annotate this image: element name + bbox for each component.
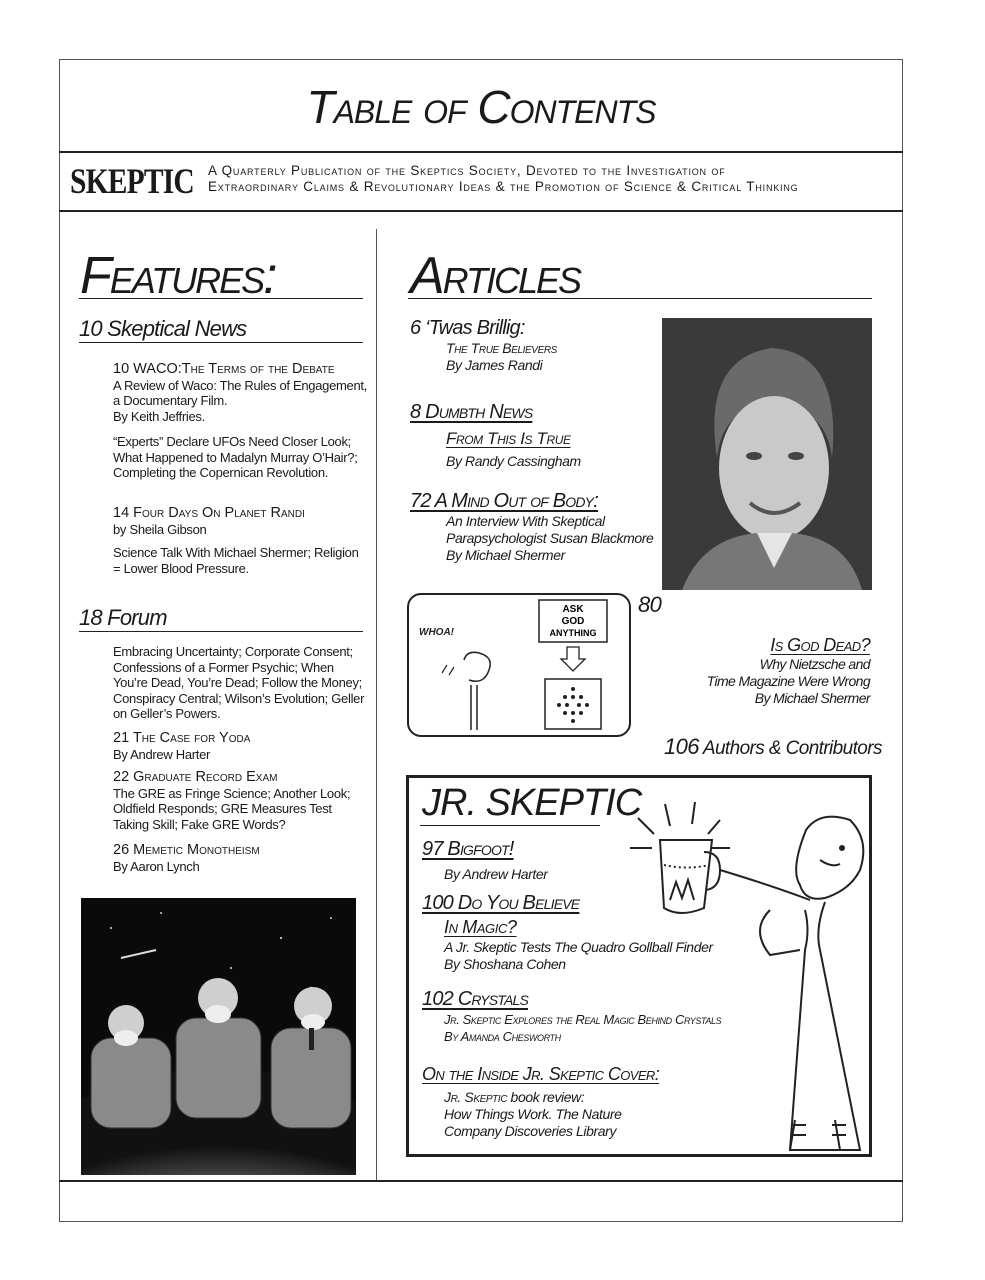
b4-line2: How Things Work. The Nature xyxy=(444,1106,622,1122)
a1-title: 6 ‘Twas Brillig: xyxy=(410,317,525,339)
authors-label: Authors & Contributors xyxy=(702,738,882,759)
b2-title1: 100 Do You Believe xyxy=(422,892,580,914)
yoda-title: 21 The Case for Yoda xyxy=(113,730,251,746)
a1-sub: The True Believers xyxy=(446,340,557,356)
page-title: Table of Contents xyxy=(306,81,656,133)
b1-byline: By Andrew Harter xyxy=(444,866,548,882)
b2-sub: A Jr. Skeptic Tests The Quadro Gollball Finder xyxy=(444,939,713,955)
gre-title: 22 Graduate Record Exam xyxy=(113,769,278,785)
randi-entry[interactable] xyxy=(113,506,368,537)
b4-line3: Company Discoveries Library xyxy=(444,1123,617,1139)
a4-title: Is God Dead? xyxy=(770,635,870,655)
jr-skeptic-heading: JR. SKEPTIC xyxy=(422,782,642,824)
a2-byline: By Randy Cassingham xyxy=(446,453,581,469)
forum-rule xyxy=(79,631,363,632)
gre-entry[interactable] xyxy=(113,770,368,832)
susan-blackmore-photo xyxy=(662,318,872,590)
ask-god-cartoon xyxy=(407,593,631,737)
features-heading: Features: xyxy=(80,247,276,305)
a3-title: 72 A Mind Out of Body: xyxy=(410,490,598,512)
cartoon-sign-god: GOD xyxy=(561,616,585,627)
articles-heading: Articles xyxy=(410,247,581,305)
a2-title: 8 Dumbth News xyxy=(410,401,533,423)
waco-byline: By Keith Jeffries. xyxy=(113,408,205,424)
waco-entry[interactable] xyxy=(113,362,368,424)
header-rule-bottom xyxy=(59,210,903,212)
meme-title: 26 Memetic Monotheism xyxy=(113,842,260,858)
forum-items: Embracing Uncertainty; Corporate Consent; Confessions of a Former Psychic; When You’re Dead, You’re Dead; Follow the Money; Conspiracy Central; Wilson’s Evolution; Geller on Geller’s Powers. xyxy=(113,644,365,721)
article-dumbth-news[interactable] xyxy=(410,401,581,470)
tagline-line1: A Quarterly Publication of the Skeptics Society, Devoted to the Investigation of xyxy=(208,163,726,178)
skeptical-news-link[interactable]: 10 Skeptical News xyxy=(79,316,247,341)
b2-byline: By Shoshana Cohen xyxy=(444,956,566,972)
a4-sub2: Time Magazine Were Wrong xyxy=(706,673,870,689)
waco-title: 10 WACO:The Terms of the Debate xyxy=(113,361,335,377)
a4-sub1: Why Nietzsche and xyxy=(759,656,870,672)
authors-contributors-link[interactable] xyxy=(664,734,882,760)
b4-line1-suffix: book review: xyxy=(507,1089,585,1105)
jr-bigfoot[interactable] xyxy=(422,838,548,883)
jr-skeptic-character-illustration xyxy=(620,790,875,1160)
footer-rule xyxy=(59,1180,903,1182)
b1-title: 97 Bigfoot! xyxy=(422,838,514,860)
article-mind-out-of-body[interactable] xyxy=(410,490,653,564)
b4-line1-prefix: Jr. Skeptic xyxy=(444,1089,508,1105)
a2-sub: From This Is True xyxy=(446,429,571,448)
science-talk: Science Talk With Michael Shermer; Religion = Lower Blood Pressure. xyxy=(113,545,359,576)
b3-sub: Jr. Skeptic Explores the Real Magic Behind Crystals xyxy=(444,1012,722,1027)
article-is-god-dead[interactable] xyxy=(640,635,870,707)
b3-title: 102 Crystals xyxy=(422,988,529,1010)
a3-sub1: An Interview With Skeptical xyxy=(446,513,605,529)
waco-desc: A Review of Waco: The Rules of Engagement, a Documentary Film. xyxy=(113,377,368,408)
cartoon-whoa: WHOA! xyxy=(419,627,454,638)
a4-byline: By Michael Shermer xyxy=(754,690,870,706)
a3-byline: By Michael Shermer xyxy=(446,547,565,563)
cartoon-sign-ask: ASK xyxy=(562,604,584,615)
skeptic-logo: SKEPTIC xyxy=(70,161,194,201)
a4-page-number: 80 xyxy=(638,592,662,617)
tagline-line2: Extraordinary Claims & Revolutionary Ideas & the Promotion of Science & Critical Thinking xyxy=(208,179,799,194)
column-divider xyxy=(376,229,377,1181)
meme-entry[interactable] xyxy=(113,843,368,874)
a1-byline: By James Randi xyxy=(446,357,543,373)
skeptical-news-rule xyxy=(79,342,363,343)
news-items: “Experts” Declare UFOs Need Closer Look; What Happened to Madalyn Murray O’Hair?; Completing the Copernican Revolution. xyxy=(113,434,358,480)
b3-byline: By Amanda Chesworth xyxy=(444,1029,561,1044)
features-rule xyxy=(79,298,363,299)
yoda-byline: By Andrew Harter xyxy=(113,746,211,762)
randi-title: 14 Four Days On Planet Randi xyxy=(113,505,305,521)
forum-link[interactable]: 18 Forum xyxy=(79,605,167,630)
authors-page-number: 106 xyxy=(664,734,699,759)
gre-items: The GRE as Fringe Science; Another Look; Oldfield Responds; GRE Measures Test Taking Skill; Fake GRE Words? xyxy=(113,785,351,832)
three-men-photo xyxy=(81,898,356,1175)
article-twas-brillig[interactable] xyxy=(410,317,557,374)
randi-byline: by Sheila Gibson xyxy=(113,521,207,537)
a3-sub2: Parapsychologist Susan Blackmore xyxy=(446,530,654,546)
articles-rule xyxy=(408,298,872,299)
jr-heading-rule xyxy=(420,825,600,826)
meme-byline: By Aaron Lynch xyxy=(113,858,200,874)
header-rule-top xyxy=(59,151,903,153)
tagline xyxy=(208,163,898,195)
cartoon-sign-anything: ANYTHING xyxy=(549,628,597,638)
b4-title: On the Inside Jr. Skeptic Cover: xyxy=(422,1064,660,1084)
b2-title2: In Magic? xyxy=(444,917,517,937)
yoda-entry[interactable] xyxy=(113,731,368,762)
